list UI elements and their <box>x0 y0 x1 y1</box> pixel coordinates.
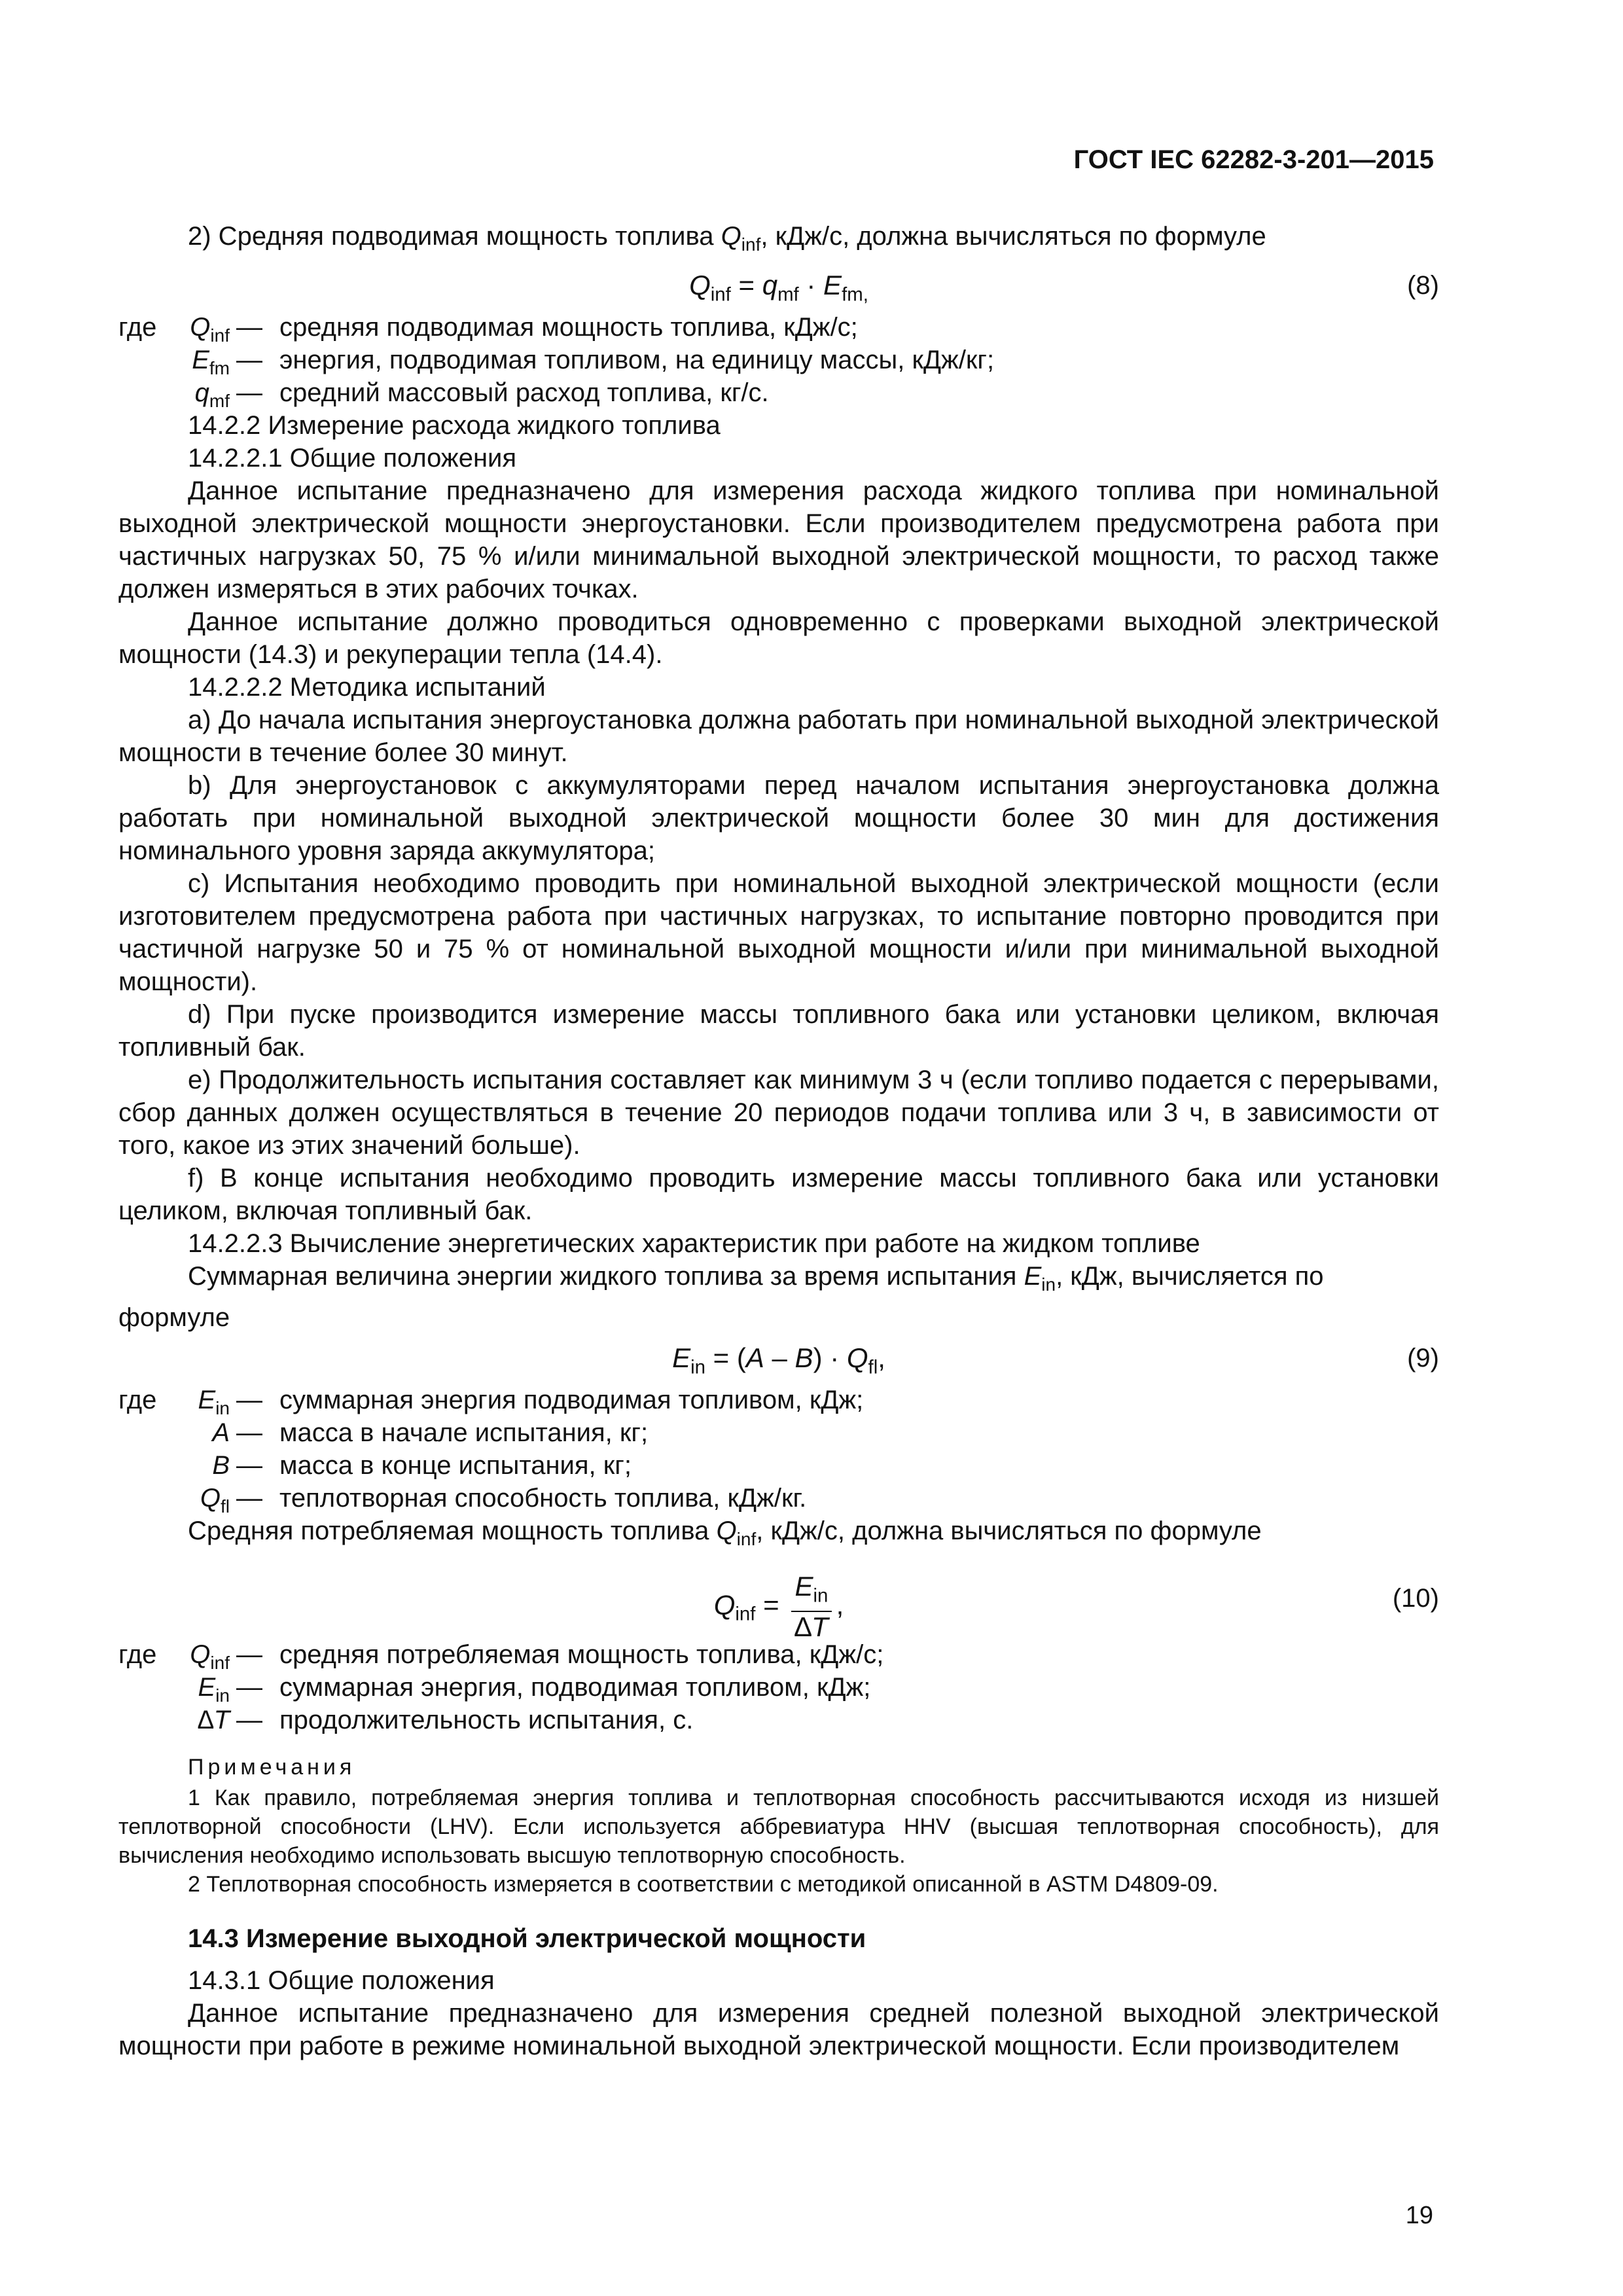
where-list-9 <box>118 1384 1439 1515</box>
note-item: 2 Теплотворная способность измеряется в соответствии с методикой описанной в ASTM D4809-09. <box>188 1872 1219 1897</box>
formula-8-expression: $Q_{inf} = q_{mf} \cdot E_{fm,}$ <box>689 270 868 306</box>
formula-10-expression: $Q_{inf}$ = $\frac{E_{in}}{\Delta T}$ , <box>713 1571 844 1643</box>
list-item: c) Испытания необходимо проводить при номинальной выходной электрической мощности (если изготовителем предусмотрена работа при частичных нагрузках, то испытание повторно проводится при частичной нагрузке 50 и 75 % от номинальной выходной мощности и/или при минимальной выходной мощности). <box>118 869 1439 996</box>
paragraph: Данное испытание предназначено для измерения расхода жидкого топлива при номинальной выходной электрической мощности энергоустановки. Если производителем предусмотрена работа при частичных нагрузках 50, 75 % и/или минимальной выходной электрической мощности, то расход также должен измеряться в этих рабочих точках. <box>118 476 1439 603</box>
paragraph-avg-power-intro: 2) Средняя подводимая мощность топлива $Q_{inf}$, кДж/с, должна вычисляться по формуле <box>188 222 1266 255</box>
formula-8-number: (8) <box>1407 271 1439 300</box>
list-item: b) Для энергоустановок с аккумуляторами перед началом испытания энергоустановка должна работать при номинальной выходной электрической мощности более 30 мин для достижения номинального уровня заряда аккумулятора; <box>118 771 1439 865</box>
paragraph-avg-consumed-intro: Средняя потребляемая мощность топлива $Q_{inf}$, кДж/с, должна вычисляться по формуле <box>188 1516 1262 1549</box>
section-heading-14-2-2: 14.2.2 Измерение расхода жидкого топлива <box>188 411 721 440</box>
where-row: где $Q_{inf}$ — средняя потребляемая мощность топлива, кДж/с; <box>118 1640 884 1673</box>
list-item: e) Продолжительность испытания составляет как минимум 3 ч (если топливо подается с перерывами, сбор данных должен осуществляться в течение 20 периодов подачи топлива или 3 ч, в зависимости от того, какое из этих значений больше). <box>118 1066 1439 1160</box>
where-row: $q_{mf}$ — средний массовый расход топлива, кг/с. <box>194 378 769 411</box>
list-item: d) При пуске производится измерение массы топливного бака или установки целиком, включая топливный бак. <box>118 1000 1439 1062</box>
section-heading-14-2-2-3: 14.2.2.3 Вычисление энергетических характеристик при работе на жидком топливе <box>188 1229 1200 1258</box>
list-item: f) В конце испытания необходимо проводить измерение массы топливного бака или установки целиком, включая топливный бак. <box>118 1164 1439 1225</box>
formula-9 <box>118 1334 1439 1384</box>
where-row: где $Q_{inf}$ — средняя подводимая мощность топлива, кДж/с; <box>118 313 858 346</box>
notes-title: Примечания <box>188 1755 356 1780</box>
where-row: где $E_{in}$ — суммарная энергия подводимая топливом, кДж; <box>118 1386 864 1418</box>
page-number: 19 <box>1405 2202 1433 2229</box>
where-list-8 <box>118 311 1439 409</box>
where-row: $Q_{fl}$ — теплотворная способность топлива, кДж/кг. <box>200 1484 807 1516</box>
section-heading-14-3-1: 14.3.1 Общие положения <box>188 1966 495 1995</box>
where-row: B — масса в конце испытания, кг; <box>212 1451 632 1480</box>
fraction: $\frac{E_{in}}{\Delta T}$ <box>791 1571 832 1642</box>
formula-9-expression: $E_{in} = (A - B) \cdot Q_{fl}$, <box>672 1342 885 1378</box>
where-row: $E_{fm}$ — энергия, подводимая топливом, на единицу массы, кДж/кг; <box>192 346 995 378</box>
formula-10-number: (10) <box>1392 1584 1439 1613</box>
page-content <box>118 220 1439 2062</box>
where-row: ∆T — продолжительность испытания, с. <box>198 1706 694 1734</box>
section-heading-14-2-2-2: 14.2.2.2 Методика испытаний <box>188 673 546 702</box>
paragraph-total-energy-intro: Суммарная величина энергии жидкого топлива за время испытания $E_{in}$, кДж, вычисляется по формуле <box>118 1262 1324 1332</box>
where-row: A — масса в начале испытания, кг; <box>212 1418 649 1447</box>
section-heading-14-2-2-1: 14.2.2.1 Общие положения <box>188 444 517 473</box>
list-item: a) До начала испытания энергоустановка должна работать при номинальной выходной электрической мощности в течение более 30 минут. <box>118 706 1439 767</box>
section-heading-14-3: 14.3 Измерение выходной электрической мощности <box>188 1924 866 1953</box>
document-code: ГОСТ IEC 62282-3-201—2015 <box>1073 145 1434 174</box>
formula-8 <box>118 261 1439 311</box>
where-row: $E_{in}$ — суммарная энергия, подводимая топливом, кДж; <box>198 1673 871 1706</box>
paragraph: Данное испытание должно проводиться одновременно с проверками выходной электрической мощности (14.3) и рекуперации тепла (14.4). <box>118 607 1439 669</box>
formula-10 <box>118 1556 1439 1643</box>
where-list-10 <box>118 1638 1439 1736</box>
note-item: 1 Как правило, потребляемая энергия топлива и теплотворная способность рассчитываются исходя из низшей теплотворной способности (LHV). Если используется аббревиатура HHV (высшая теплотворная способность), для вычисления необходимо использовать высшую теплотворную способность. <box>118 1785 1439 1868</box>
paragraph: Данное испытание предназначено для измерения средней полезной выходной электрической мощности при работе в режиме номинальной выходной электрической мощности. Если производителем <box>118 1999 1439 2060</box>
formula-9-number: (9) <box>1407 1344 1439 1372</box>
